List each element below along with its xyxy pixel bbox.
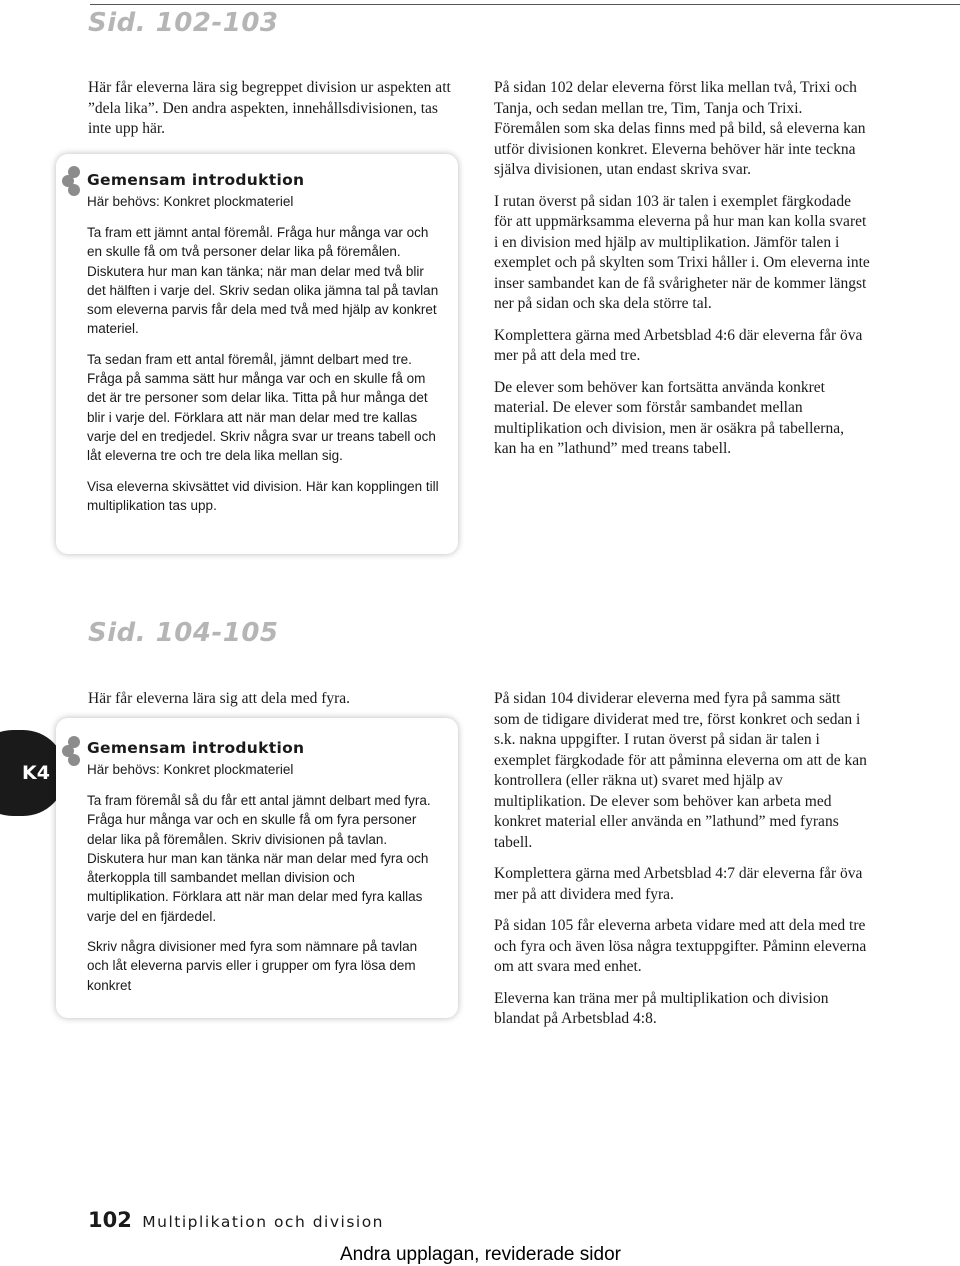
intro-box <box>56 154 458 554</box>
box-paragraph: Skriv några divisioner med fyra som nämnare på tavlan och låt eleverna parvis eller i grupper om fyra lösa dem konkret <box>87 939 418 993</box>
right-paragraph: Komplettera gärna med Arbetsblad 4:6 där eleverna får öva mer på att dela med tre. <box>494 326 863 364</box>
section-title-102-103: Sid. 102-103 <box>88 8 279 38</box>
chapter-badge: K4 <box>0 730 66 816</box>
section-intro: Här får eleverna lära sig begreppet division ur aspekten att ”dela lika”. Den andra aspekten, innehållsdivisionen, tas inte upp här. <box>88 79 451 137</box>
page-number: 102 <box>88 1208 132 1232</box>
right-paragraph: På sidan 104 dividerar eleverna med fyra på samma sätt som de tidigare dividerat med tre, först konkret och sedan i s.k. nakna uppgifter. I rutan överst på sidan är talen i exemplet färgkodade för att påminna eleverna om att de kan kontrollera (eller räkna ut) svaret med hjälp av multiplikation. De elever som behöver kan arbeta med konkret material eller använda en ”lathund” med fyrans tabell. <box>494 690 867 851</box>
box-heading: Gemensam introduktion <box>87 171 305 189</box>
section-title-104-105: Sid. 104-105 <box>88 618 279 648</box>
right-paragraph: På sidan 105 får eleverna arbeta vidare med att dela med tre och fyra och även lösa några textuppgifter. Påminn eleverna om att svara med enhet. <box>494 917 867 975</box>
box-subheading: Här behövs: Konkret plockmateriel <box>87 194 294 209</box>
edition-note: Andra upplagan, reviderade sidor <box>340 1244 621 1265</box>
right-paragraph: Eleverna kan träna mer på multiplikation och division blandat på Arbetsblad 4:8. <box>494 989 829 1027</box>
box-heading: Gemensam introduktion <box>87 739 305 757</box>
box-subheading: Här behövs: Konkret plockmateriel <box>87 762 294 777</box>
chapter-name: Multiplikation och division <box>142 1213 385 1231</box>
right-column <box>494 78 870 471</box>
page-footer <box>88 1208 384 1232</box>
right-paragraph: På sidan 102 delar eleverna först lika mellan två, Trixi och Tanja, och sedan mellan tre, Tim, Tanja och Trixi. Föremålen som ska delas finns med på bild, så eleverna kan utför divisionen konkret. Eleverna behöver här inte teckna själva divisionen, utan endast skriva svar. <box>494 79 866 178</box>
top-rule <box>90 4 960 5</box>
box-paragraph: Ta fram föremål så du får ett antal jämnt delbart med fyra. Fråga hur många var och en skulle få om fyra personer delar lika på föremålen. Skriv divisionen på tavlan. Diskutera hur man kan tänka när man delar med fyra och återkoppla till sambandet mellan division och multiplikation. Förklara att när man delar med fyra kallas varje del en fjärdedel. <box>87 793 431 924</box>
box-paragraph: Visa eleverna skivsättet vid division. Här kan kopplingen till multiplikation tas upp. <box>87 478 439 513</box>
box-paragraph: Ta sedan fram ett antal föremål, jämnt delbart med tre. Fråga på samma sätt hur många var och en skulle få om det är tre personer som delar lika. Titta på hur många det blir i varje del. Förklara att när man delar med tre kallas varje del en tredjedel. Skriv några svar ur treans tabell och låt eleverna tre och tre dela lika mellan sig. <box>87 351 436 464</box>
right-paragraph: I rutan överst på sidan 103 är talen i exemplet färgkodade för att uppmärksamma eleverna på hur man kan kolla svaret i en division med hjälp av multiplikation. Jämför talen i exemplet och på skylten som Trixi håller i. Om eleverna inte inser sambandet kan de få svårigheter när de kommer längst ner på sidan och ska dela större tal. <box>494 192 870 312</box>
right-paragraph: Komplettera gärna med Arbetsblad 4:7 där eleverna får öva mer på att dividera med fyra. <box>494 865 863 903</box>
section-intro: Här får eleverna lära sig att dela med fyra. <box>88 690 351 707</box>
intro-box <box>56 718 458 1018</box>
right-column <box>494 689 870 1041</box>
box-paragraph: Ta fram ett jämnt antal föremål. Fråga hur många var och en skulle få om två personer delar lika på föremålen. Diskutera hur man kan tänka; när man delar med två blir det hälften i varje del. Skriv sedan olika jämna tal på tavlan som eleverna parvis får dela med två med hjälp av konkret materiel. <box>87 225 439 337</box>
right-paragraph: De elever som behöver kan fortsätta använda konkret material. De elever som förstår sambandet mellan multiplikation och division, men är osäkra på tabellerna, kan ha en ”lathund” med treans tabell. <box>494 378 844 457</box>
